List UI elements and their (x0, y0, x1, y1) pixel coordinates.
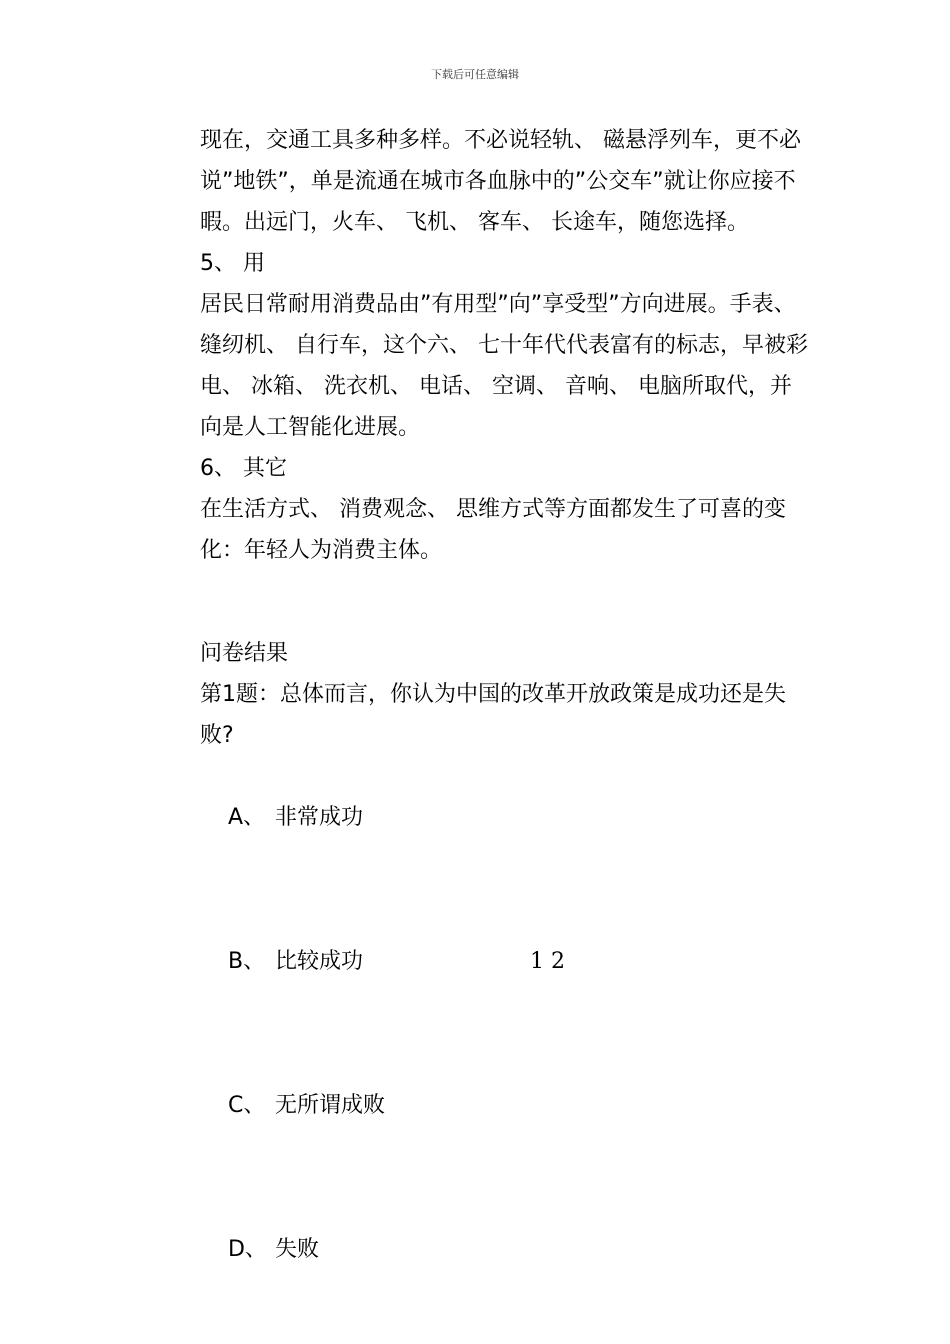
survey-option-a (200, 756, 810, 879)
use-paragraph: 居民日常耐用消费品由”有用型”向”享受型”方向进展。手表、 缝纫机、 自行车，这个六、 七十年代代表富有的标志，早被彩电、 冰箱、 洗衣机、 电话、 空调、 音响、 电脑所取代，并向是人工智能化进展。 (200, 292, 808, 440)
option-text: 无所谓成败 (274, 1093, 385, 1118)
option-letter: B、 (227, 949, 266, 974)
survey-option-b (200, 900, 810, 1023)
option-letter: A、 (227, 805, 266, 830)
survey-option-c (200, 1044, 810, 1167)
survey-title: 问卷结果 (200, 641, 289, 666)
other-heading: 6、 其它 (200, 456, 287, 481)
option-text: 比较成功 (274, 949, 363, 974)
use-heading: 5、 用 (200, 251, 265, 276)
option-text: 失败 (274, 1237, 319, 1262)
section-spacer (200, 571, 810, 633)
other-paragraph: 在生活方式、 消费观念、 思维方式等方面都发生了可喜的变化：年轻人为消费主体。 (200, 497, 786, 563)
survey-question-1: 第1题：总体而言，你认为中国的改革开放政策是成功还是失败? (200, 682, 786, 748)
option-text: 非常成功 (274, 805, 363, 830)
transport-paragraph: 现在，交通工具多种多样。不必说轻轨、 磁悬浮列车，更不必说”地铁”，单是流通在城市各血脉中的”公交车”就让你应接不暇。出远门，火车、 飞机、 客车、 长途车，随您选择。 (200, 128, 801, 235)
option-letter: D、 (227, 1237, 267, 1262)
option-letter: C、 (227, 1093, 266, 1118)
survey-option-d (200, 1188, 810, 1311)
page-header-note: 下载后可任意编辑 (431, 68, 519, 81)
option-count: 1 2 (529, 949, 565, 974)
document-body (200, 120, 810, 1332)
